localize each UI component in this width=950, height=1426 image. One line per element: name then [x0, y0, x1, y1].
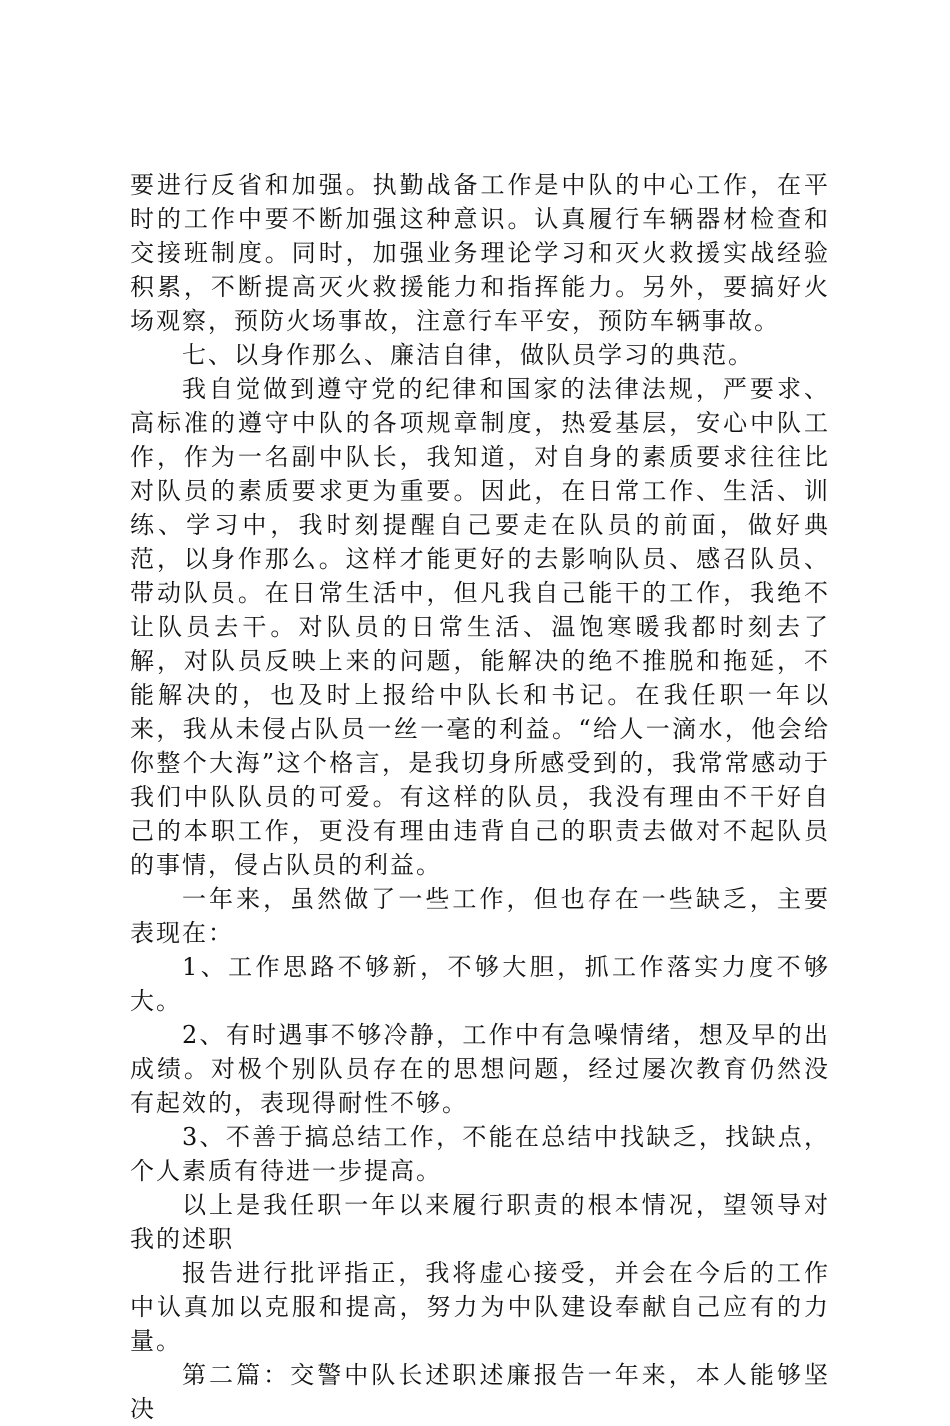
paragraph-self-discipline: 我自觉做到遵守党的纪律和国家的法律法规，严要求、高标准的遵守中队的各项规章制度，热爱基层，安心中队工作，作为一名副中队长，我知道，对自身的素质要求往往比对队员的素质要求更为重要。因此，在日常工作、生活、训练、学习中，我时刻提醒自己要走在队员的前面，做好典范，以身作那么。这样才能更好的去影响队员、感召队员、带动队员。在日常生活中，但凡我自己能干的工作，我绝不让队员去干。对队员的日常生活、温饱寒暖我都时刻去了解，对队员反映上来的问题，能解决的绝不推脱和拖延，不能解决的，也及时上报给中队长和书记。在我任职一年以来，我从未侵占队员一丝一毫的利益。“给人一滴水，他会给你整个大海”这个格言，是我切身所感受到的，我常常感动于我们中队队员的可爱。有这样的队员，我没有理由不干好自己的本职工作，更没有理由违背自己的职责去做对不起队员的事情，侵占队员的利益。 — [130, 375, 830, 879]
paragraph-duty-readiness: 要进行反省和加强。执勤战备工作是中队的中心工作，在平时的工作中要不断加强这种意识。认真履行车辆器材检查和交接班制度。同时，加强业务理论学习和灭火救援实战经验积累，不断提高灭火救援能力和指挥能力。另外，要搞好火场观察，预防火场事故，注意行车平安，预防车辆事故。 — [130, 171, 830, 335]
paragraph-second-article-title: 第二篇：交警中队长述职述廉报告一年来，本人能够坚决 — [130, 1361, 830, 1423]
paragraph-conclusion-continued: 报告进行批评指正，我将虚心接受，并会在今后的工作中认真加以克服和提高，努力为中队建设奉献自己应有的力量。 — [130, 1259, 830, 1355]
paragraph-conclusion: 以上是我任职一年以来履行职责的根本情况，望领导对我的述职 — [130, 1191, 830, 1253]
list-item-shortcoming-2: 2、有时遇事不够冷静，工作中有急噪情绪，想及早的出成绩。对极个别队员存在的思想问题，经过屡次教育仍然没有起效的，表现得耐性不够。 — [130, 1021, 830, 1117]
list-item-shortcoming-3: 3、不善于搞总结工作，不能在总结中找缺乏，找缺点，个人素质有待进一步提高。 — [130, 1123, 830, 1185]
list-item-shortcoming-1: 1、工作思路不够新，不够大胆，抓工作落实力度不够大。 — [130, 953, 830, 1015]
document-body — [130, 168, 830, 1426]
section-heading-seven: 七、以身作那么、廉洁自律，做队员学习的典范。 — [182, 341, 754, 369]
paragraph-shortcomings-intro: 一年来，虽然做了一些工作，但也存在一些缺乏，主要表现在： — [130, 885, 830, 947]
